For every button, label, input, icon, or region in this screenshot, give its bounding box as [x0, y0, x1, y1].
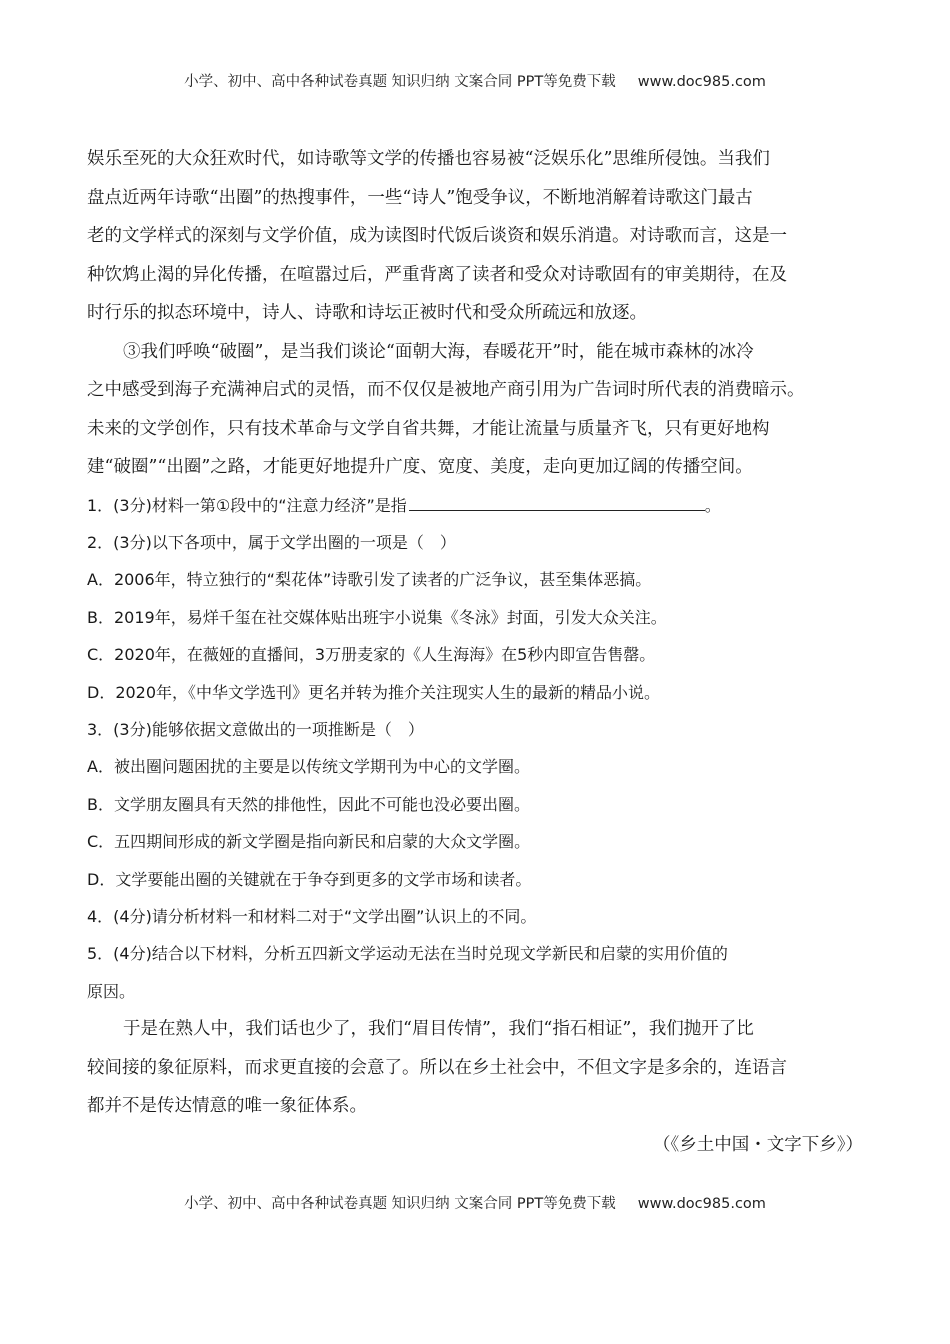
- passage-line: 建“破圈”“出圈”之路，才能更好地提升广度、宽度、美度，走向更加辽阔的传播空间。: [87, 457, 753, 477]
- footer-site-link[interactable]: www.doc985.com: [637, 1196, 766, 1212]
- passage-line: 时行乐的拟态环境中，诗人、诗歌和诗坛正被时代和受众所疏远和放逐。: [87, 303, 647, 323]
- material-line: 都并不是传达情意的唯一象征体系。: [87, 1096, 367, 1117]
- material-line: 较间接的象征原料，而求更直接的会意了。所以在乡土社会中，不但文字是多余的，连语言: [87, 1057, 787, 1078]
- passage-line: 种饮鸩止渴的异化传播，在喧嚣过后，严重背离了读者和受众对诗歌固有的审美期待，在及: [87, 264, 787, 285]
- question-5-line-2: 原因。: [87, 981, 136, 1001]
- question-5-line-1: 5．(4分)结合以下材料，分析五四新文学运动无法在当时兑现文学新民和启蒙的实用价值的: [87, 944, 728, 964]
- question-4: 4．(4分)请分析材料一和材料二对于“文学出圈”认识上的不同。: [87, 906, 537, 926]
- header-text: 小学、初中、高中各种试卷真题 知识归纳 文案合同 PPT等免费下载: [184, 74, 616, 90]
- question-2-option-d: D．2020年，《中华文学选刊》更名并转为推介关注现实人生的最新的精品小说。: [87, 682, 661, 702]
- material-source: （《乡土中国・文字下乡》）: [653, 1134, 863, 1155]
- passage-line: 未来的文学创作，只有技术革命与文学自省共舞，才能让流量与质量齐飞，只有更好地构: [87, 418, 770, 439]
- question-3-option-d: D．文学要能出圈的关键就在于争夺到更多的文学市场和读者。: [87, 869, 532, 889]
- question-3-option-a: A．被出圈问题困扰的主要是以传统文学期刊为中心的文学圈。: [87, 757, 530, 777]
- question-1-end: 。: [704, 495, 721, 515]
- question-3-option-b: B．文学朋友圈具有天然的排他性，因此不可能也没必要出圈。: [87, 794, 530, 814]
- question-2: 2．(3分)以下各项中，属于文学出圈的一项是（ ）: [87, 532, 456, 552]
- passage-line: ③我们呼唤“破圈”，是当我们谈论“面朝大海，春暖花开”时，能在城市森林的冰冷: [123, 341, 754, 362]
- material-quote: [87, 1010, 865, 1126]
- document-body: [87, 140, 865, 1164]
- footer-text: 小学、初中、高中各种试卷真题 知识归纳 文案合同 PPT等免费下载: [184, 1196, 616, 1212]
- question-2-option-b: B．2019年，易烊千玺在社交媒体贴出班宇小说集《冬泳》封面，引发大众关注。: [87, 607, 667, 627]
- page-footer: [0, 1192, 950, 1213]
- passage-paragraph-1: [87, 140, 865, 333]
- question-2-option-c: C．2020年，在薇娅的直播间，3万册麦家的《人生海海》在5秒内即宣告售罄。: [87, 645, 656, 665]
- header-site-link[interactable]: www.doc985.com: [637, 74, 766, 90]
- answer-blank[interactable]: [409, 492, 705, 511]
- passage-paragraph-3: [87, 333, 865, 487]
- passage-line: 盘点近两年诗歌“出圈”的热搜事件，一些“诗人”饱受争议，不断地消解着诗歌这门最古: [87, 187, 753, 208]
- passage-line: 之中感受到海子充满神启式的灵悟，而不仅仅是被地产商引用为广告词时所代表的消费暗示。: [87, 380, 805, 400]
- passage-line: 老的文学样式的深刻与文学价值，成为读图时代饭后谈资和娱乐消遣。对诗歌而言，这是一: [87, 226, 787, 246]
- question-3-option-c: C．五四期间形成的新文学圈是指向新民和启蒙的大众文学圈。: [87, 832, 531, 852]
- question-1: [87, 487, 865, 524]
- passage-line: 娱乐至死的大众狂欢时代，如诗歌等文学的传播也容易被“泛娱乐化”思维所侵蚀。当我们: [87, 149, 770, 169]
- question-3: 3．(3分)能够依据文意做出的一项推断是（ ）: [87, 719, 424, 739]
- page-header: [0, 70, 950, 91]
- question-1-text: 1．(3分)材料一第①段中的“注意力经济”是指: [87, 495, 407, 515]
- material-line: 于是在熟人中，我们话也少了，我们“眉目传情”，我们“指石相证”，我们抛开了比: [123, 1019, 754, 1040]
- question-2-option-a: A．2006年，特立独行的“梨花体”诗歌引发了读者的广泛争议，甚至集体恶搞。: [87, 570, 652, 590]
